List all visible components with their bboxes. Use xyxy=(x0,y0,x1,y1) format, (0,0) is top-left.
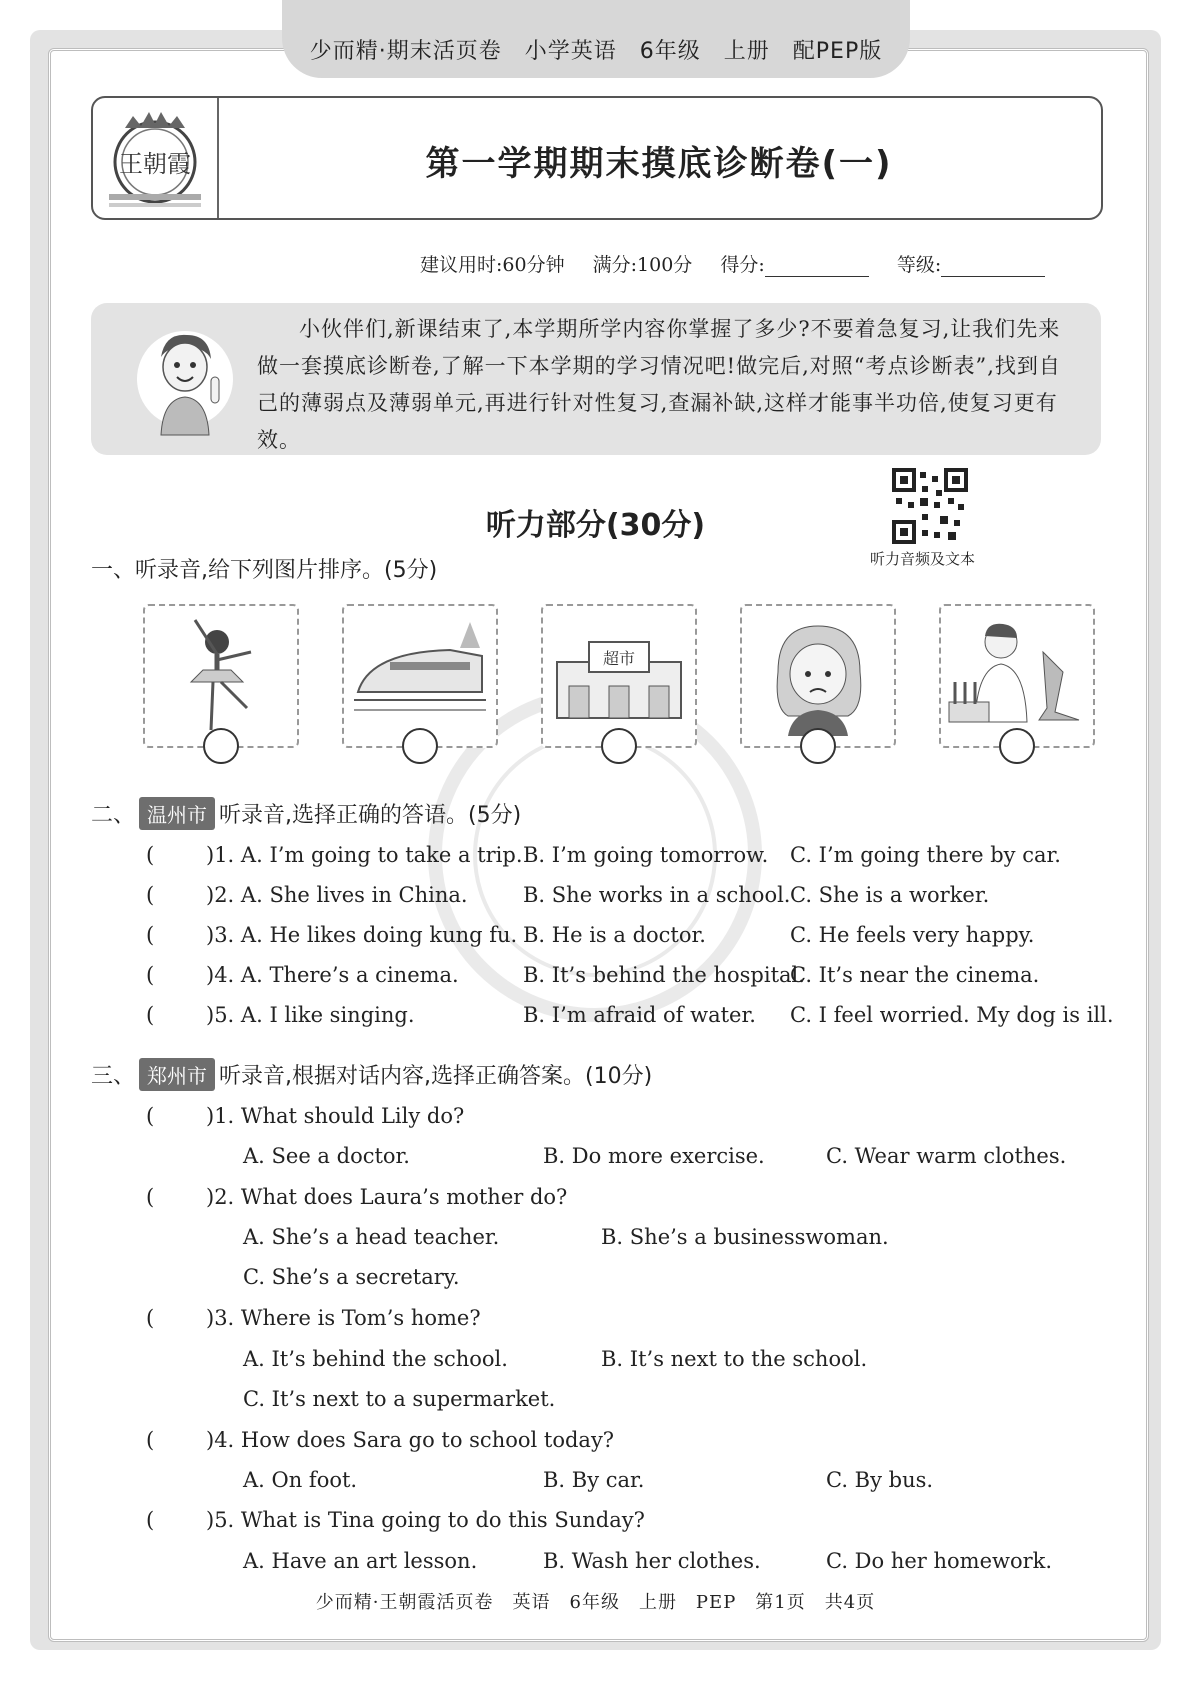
q1-heading: 一、听录音,给下列图片排序。(5分) xyxy=(91,558,438,583)
q3-item-4: )4. How does Sara go to school today? xyxy=(206,1428,615,1452)
q3-item-3: )3. Where is Tom’s home? xyxy=(206,1306,481,1330)
grade-label: 等级: xyxy=(896,254,942,276)
picture-supermarket xyxy=(541,604,697,748)
q2-item-4: )4. A. There’s a cinema. xyxy=(206,963,459,987)
q1-answer-circle-5[interactable] xyxy=(999,728,1035,764)
q3-item-1: )1. What should Lily do? xyxy=(206,1104,465,1128)
logo-text: 王朝霞 xyxy=(119,150,191,178)
q2-item-2: )2. A. She lives in China. xyxy=(206,883,468,907)
boy-avatar-icon xyxy=(135,317,235,441)
q2-item-1: )1. A. I’m going to take a trip. xyxy=(206,843,523,867)
picture-worried-girl xyxy=(740,604,896,748)
score-label: 得分: xyxy=(720,254,765,276)
q2-heading-text: 听录音,选择正确的答语。(5分) xyxy=(219,803,522,828)
intro-box xyxy=(91,303,1101,455)
q3-item-2: )2. What does Laura’s mother do? xyxy=(206,1185,568,1209)
q3-region-tag: 郑州市 xyxy=(139,1058,215,1091)
q1-answer-circle-4[interactable] xyxy=(800,728,836,764)
picture-high-speed-train xyxy=(342,604,498,748)
q3-heading xyxy=(91,1058,652,1091)
q3-heading-text: 听录音,根据对话内容,选择正确答案。(10分) xyxy=(219,1064,653,1089)
ballet-dancer-icon xyxy=(151,612,291,740)
picture-scientist-lab xyxy=(939,604,1095,748)
picture-ballet-dancer xyxy=(143,604,299,748)
q2-prefix: 二、 xyxy=(91,803,136,828)
q1-answer-circle-3[interactable] xyxy=(601,728,637,764)
qr-caption: 听力音频及文本 xyxy=(870,550,976,568)
train-icon xyxy=(350,612,490,740)
title-box xyxy=(91,96,1103,220)
q1-answer-circle-2[interactable] xyxy=(402,728,438,764)
q3-prefix: 三、 xyxy=(91,1064,136,1089)
q2-item-5: )5. A. I like singing. xyxy=(206,1003,415,1027)
q2-item-3: )3. A. He likes doing kung fu. xyxy=(206,923,518,947)
q2-heading xyxy=(91,797,521,830)
series-header: 少而精·期末活页卷 小学英语 6年级 上册 配PEP版 xyxy=(309,39,883,64)
supermarket-sign: 超市 xyxy=(602,649,636,668)
suggested-time: 建议用时:60分钟 xyxy=(420,254,565,276)
worried-girl-icon xyxy=(748,612,888,740)
intro-text: 小伙伴们,新课结束了,本学期所学内容你掌握了多少?不要着急复习,让我们先来做一套摸底诊断卷,了解一下本学期的学习情况吧!做完后,对照“考点诊断表”,找到自己的薄弱点及薄弱单元,再进行针对性复习,查漏补缺,这样才能事半功倍,使复习更有效。 xyxy=(257,317,1061,452)
exam-meta xyxy=(420,250,1067,277)
score-blank[interactable] xyxy=(765,258,869,277)
q2-region-tag: 温州市 xyxy=(139,797,215,830)
page-footer: 少而精·王朝霞活页卷 英语 6年级 上册 PEP 第1页 共4页 xyxy=(315,1592,876,1613)
grade-blank[interactable] xyxy=(941,258,1045,277)
supermarket-icon xyxy=(549,612,689,740)
listening-section-title: 听力部分(30分) xyxy=(485,508,706,543)
q1-answer-circle-1[interactable] xyxy=(203,728,239,764)
scientist-icon xyxy=(947,612,1087,740)
q3-item-5: )5. What is Tina going to do this Sunday? xyxy=(206,1508,645,1532)
publisher-logo xyxy=(93,98,219,218)
exam-title: 第一学期期末摸底诊断卷(一) xyxy=(425,144,893,184)
full-score: 满分:100分 xyxy=(592,254,693,276)
logo-badge-icon xyxy=(105,106,205,210)
